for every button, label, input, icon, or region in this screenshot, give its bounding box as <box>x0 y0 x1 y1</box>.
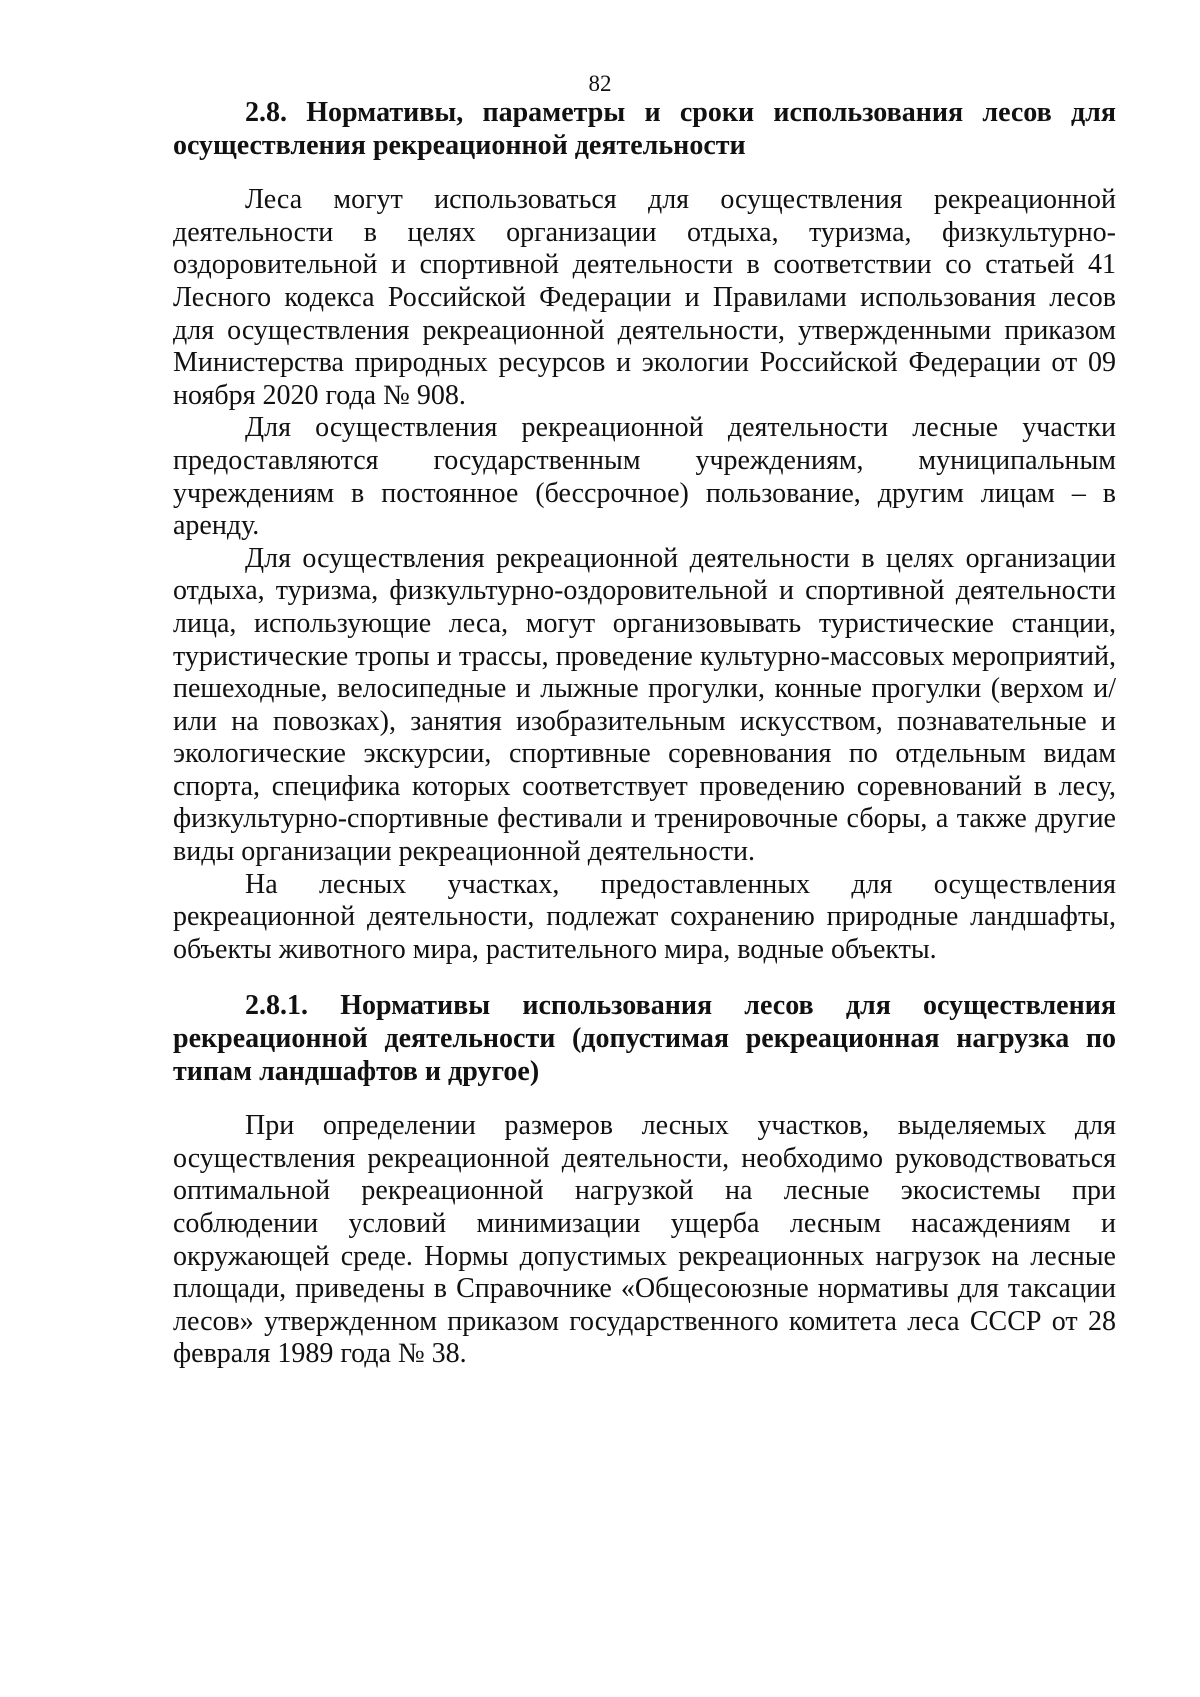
paragraph: На лесных участках, предоставленных для осуществления рекреационной деятельности, подлежат сохранению природные ландшафты, объекты животного мира, растительного мира, водные объекты. <box>173 868 1116 965</box>
paragraph: Леса могут использоваться для осуществления рекреационной деятельности в целях организации отдыха, туризма, физкультурно-оздоровительной и спортивной деятельности в соответствии со статьей 41 Лесного кодекса Российской Федерации и Правилами использования лесов для осуществления рекреационной деятельности, утвержденными приказом Министерства природных ресурсов и экологии Российской Федерации от 09 ноября 2020 года № 908. <box>173 184 1116 411</box>
page-number: 82 <box>588 71 612 96</box>
spacer <box>173 162 1116 184</box>
page-content <box>173 97 1116 1371</box>
section-heading-2-8-1: 2.8.1. Нормативы использования лесов для осуществления рекреационной деятельности (допустимая рекреационная нагрузка по типам ландшафтов и другое) <box>173 990 1116 1087</box>
spacer <box>173 966 1116 990</box>
paragraph: Для осуществления рекреационной деятельности в целях организации отдыха, туризма, физкультурно-оздоровительной и спортивной деятельности лица, использующие леса, могут организовывать туристические станции, туристические тропы и трассы, проведение культурно-массовых мероприятий, пешеходные, велосипедные и лыжные прогулки, конные прогулки (верхом и/или на повозках), занятия изобразительным искусством, познавательные и экологические экскурсии, спортивные соревнования по отдельным видам спорта, специфика которых соответствует проведению соревнований в лесу, физкультурно-спортивные фестивали и тренировочные сборы, а также другие виды организации рекреационной деятельности. <box>173 542 1116 868</box>
section-heading-2-8: 2.8. Нормативы, параметры и сроки использования лесов для осуществления рекреационной деятельности <box>173 97 1116 161</box>
spacer <box>173 1088 1116 1110</box>
paragraph: Для осуществления рекреационной деятельности лесные участки предоставляются государственным учреждениям, муниципальным учреждениям в постоянное (бессрочное) пользование, другим лицам – в аренду. <box>173 412 1116 542</box>
paragraph: При определении размеров лесных участков, выделяемых для осуществления рекреационной деятельности, необходимо руководствоваться оптимальной рекреационной нагрузкой на лесные экосистемы при соблюдении условий минимизации ущерба лесным насаждениям и окружающей среде. Нормы допустимых рекреационных нагрузок на лесные площади, приведены в Справочнике «Общесоюзные нормативы для таксации лесов» утвержденном приказом государственного комитета леса СССР от 28 февраля 1989 года № 38. <box>173 1110 1116 1370</box>
